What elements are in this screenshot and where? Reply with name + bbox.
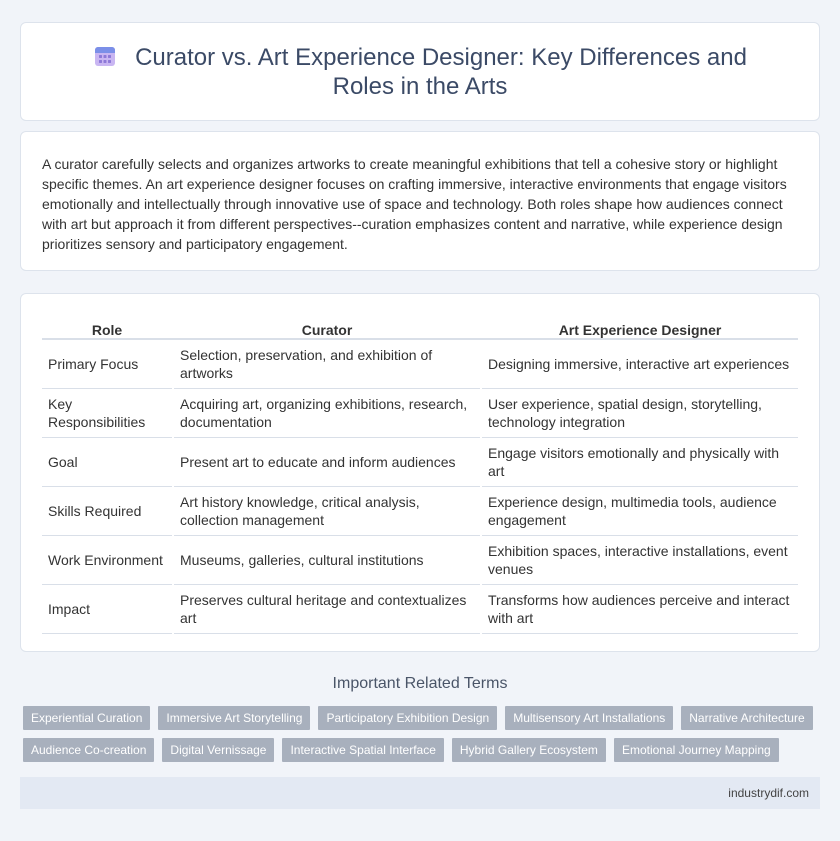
footer-site-link[interactable]: industrydif.com [728,786,809,800]
row-role: Goal [42,437,173,486]
intro-paragraph: A curator carefully selects and organizes artworks to create meaningful exhibitions that tell a cohesive story or highlight specific themes. An art experience designer focuses on crafting immersive, interactive environments that engage visitors emotionally and intellectually through innovative use of space and technology. Both roles shape how audiences connect with art but approach it from different perspectives--curation emphasizes content and narrative, while experience design prioritizes sensory and participatory engagement. [42,156,787,252]
table-row [42,339,798,388]
footer [20,777,820,809]
table-row [42,535,798,584]
header-role: Role [42,314,173,339]
page-title-text: Curator vs. Art Experience Designer: Key Differences and Roles in the Arts [135,44,747,100]
row-designer: User experience, spatial design, storytelling, technology integration [481,388,798,437]
tag-hybrid-gallery-ecosystem[interactable]: Hybrid Gallery Ecosystem [452,738,606,762]
row-role: Key Responsibilities [42,388,173,437]
tag-emotional-journey-mapping[interactable]: Emotional Journey Mapping [614,738,779,762]
header-curator: Curator [173,314,481,339]
tag-interactive-spatial-interface[interactable]: Interactive Spatial Interface [282,738,443,762]
row-designer: Designing immersive, interactive art experiences [481,339,798,388]
table-row [42,584,798,633]
row-curator: Acquiring art, organizing exhibitions, research, documentation [173,388,481,437]
row-designer: Engage visitors emotionally and physically with art [481,437,798,486]
tag-multisensory-art-installations[interactable]: Multisensory Art Installations [505,706,673,730]
table-header-row [42,314,798,339]
page-title [21,43,819,101]
row-curator: Preserves cultural heritage and contextualizes art [173,584,481,633]
tag-audience-co-creation[interactable]: Audience Co-creation [23,738,154,762]
tag-experiential-curation[interactable]: Experiential Curation [23,706,150,730]
title-card [20,22,820,121]
tag-participatory-exhibition-design[interactable]: Participatory Exhibition Design [318,706,497,730]
related-terms-tags [23,706,823,770]
row-curator: Art history knowledge, critical analysis, collection management [173,486,481,535]
comparison-table-card [20,293,820,652]
header-art-experience-designer: Art Experience Designer [481,314,798,339]
table-row [42,437,798,486]
row-role: Work Environment [42,535,173,584]
row-designer: Exhibition spaces, interactive installations, event venues [481,535,798,584]
tag-digital-vernissage[interactable]: Digital Vernissage [162,738,274,762]
tag-row-1 [23,706,823,730]
tag-narrative-architecture[interactable]: Narrative Architecture [681,706,812,730]
row-role: Primary Focus [42,339,173,388]
row-role: Skills Required [42,486,173,535]
calendar-icon [93,44,117,68]
row-curator: Selection, preservation, and exhibition of artworks [173,339,481,388]
comparison-table [42,314,798,634]
table-row [42,486,798,535]
row-curator: Present art to educate and inform audiences [173,437,481,486]
row-designer: Transforms how audiences perceive and interact with art [481,584,798,633]
related-terms-heading: Important Related Terms [332,675,508,692]
row-role: Impact [42,584,173,633]
table-row [42,388,798,437]
row-designer: Experience design, multimedia tools, audience engagement [481,486,798,535]
tag-row-2 [23,738,823,762]
intro-card [20,131,820,271]
tag-immersive-art-storytelling[interactable]: Immersive Art Storytelling [158,706,310,730]
row-curator: Museums, galleries, cultural institutions [173,535,481,584]
